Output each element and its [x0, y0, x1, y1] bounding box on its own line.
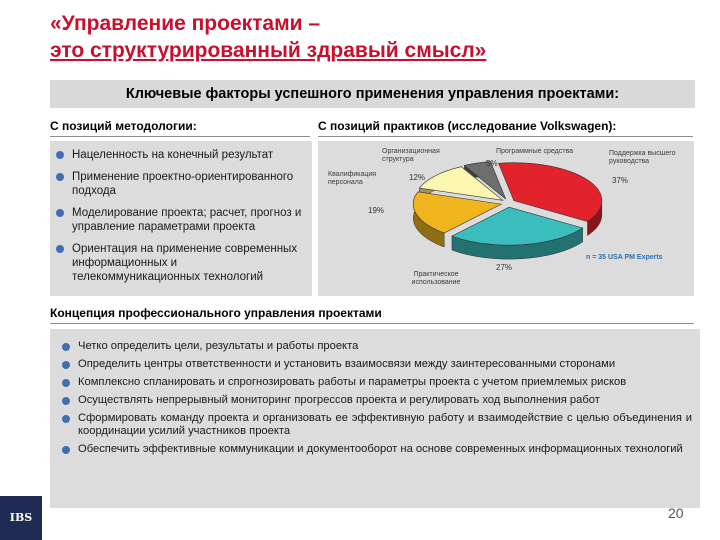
- list-item: [56, 358, 692, 371]
- list-item: [56, 443, 692, 456]
- key-factors-banner: Ключевые факторы успешного применения управления проектами:: [50, 80, 695, 108]
- list-item-text: Применение проектно-ориентированного подхода: [72, 171, 294, 197]
- list-item-text: Моделирование проекта; расчет, прогноз и управление параметрами проекта: [72, 207, 302, 233]
- list-item: [56, 340, 692, 353]
- bullet-icon: [56, 151, 64, 159]
- ibs-logo: IBS: [0, 496, 42, 540]
- label-management-support: Поддержка высшего руководства: [609, 150, 676, 165]
- concept-list: [50, 329, 700, 456]
- list-item: [56, 376, 692, 389]
- pct-org-structure: 12%: [409, 173, 426, 182]
- bullet-icon: [56, 173, 64, 181]
- title-line-2: это структурированный здравый смысл»: [50, 39, 487, 62]
- bullet-icon: [56, 245, 64, 253]
- list-item-text: Определить центры ответственности и установить взаимосвязи между заинтересованными сторонами: [78, 358, 616, 370]
- bullet-icon: [62, 361, 70, 369]
- concept-panel: [50, 329, 700, 508]
- bullet-icon: [56, 209, 64, 217]
- concept-heading: Концепция профессионального управления проектами: [50, 306, 694, 324]
- list-item: [50, 170, 306, 198]
- pct-software: 5%: [486, 159, 498, 168]
- label-org-structure: Организационная структура: [382, 148, 440, 163]
- list-item-text: Нацеленность на конечный результат: [72, 149, 274, 161]
- list-item: [50, 242, 306, 284]
- label-software: Программные средства: [496, 148, 573, 155]
- methodology-heading: С позиций методологии:: [50, 119, 310, 137]
- practice-chart-panel: [318, 141, 694, 296]
- practice-heading: С позиций практиков (исследование Volkswagen):: [318, 119, 693, 137]
- pct-management-support: 37%: [612, 176, 629, 185]
- pct-practical-use: 27%: [496, 263, 513, 272]
- list-item: [56, 394, 692, 407]
- bullet-icon: [62, 446, 70, 454]
- list-item-text: Четко определить цели, результаты и работы проекта: [78, 340, 359, 352]
- list-item-text: Ориентация на применение современных информационных и телекоммуникационных технологий: [72, 243, 298, 283]
- title-line-1: «Управление проектами –: [50, 12, 321, 35]
- label-personnel: Квалификация персонала: [328, 171, 377, 186]
- list-item: [56, 412, 692, 438]
- bullet-icon: [62, 397, 70, 405]
- bullet-icon: [62, 343, 70, 351]
- label-practical-use: Практическое использование: [411, 271, 461, 286]
- list-item-text: Обеспечить эффективные коммуникации и документооборот на основе современных информационных технологий: [78, 443, 683, 455]
- page-title: [50, 10, 486, 64]
- methodology-panel: [50, 141, 312, 296]
- bullet-icon: [62, 415, 70, 423]
- sample-note: n = 35 USA PM Experts: [586, 254, 663, 261]
- list-item: [50, 148, 306, 162]
- list-item-text: Комплексно спланировать и спрогнозировать работы и параметры проекта с учетом приемлемых рисков: [78, 376, 627, 388]
- list-item-text: Сформировать команду проекта и организовать ее эффективную работу и взаимодействие с целью объединения и координации усилий участников проекта: [78, 412, 692, 437]
- list-item-text: Осуществлять непрерывный мониторинг прогрессов проекта и регулировать ход выполнения работ: [78, 394, 600, 406]
- bullet-icon: [62, 379, 70, 387]
- list-item: [50, 206, 306, 234]
- page-number: 20: [668, 505, 684, 521]
- pct-personnel: 19%: [368, 206, 385, 215]
- methodology-list: [50, 141, 312, 284]
